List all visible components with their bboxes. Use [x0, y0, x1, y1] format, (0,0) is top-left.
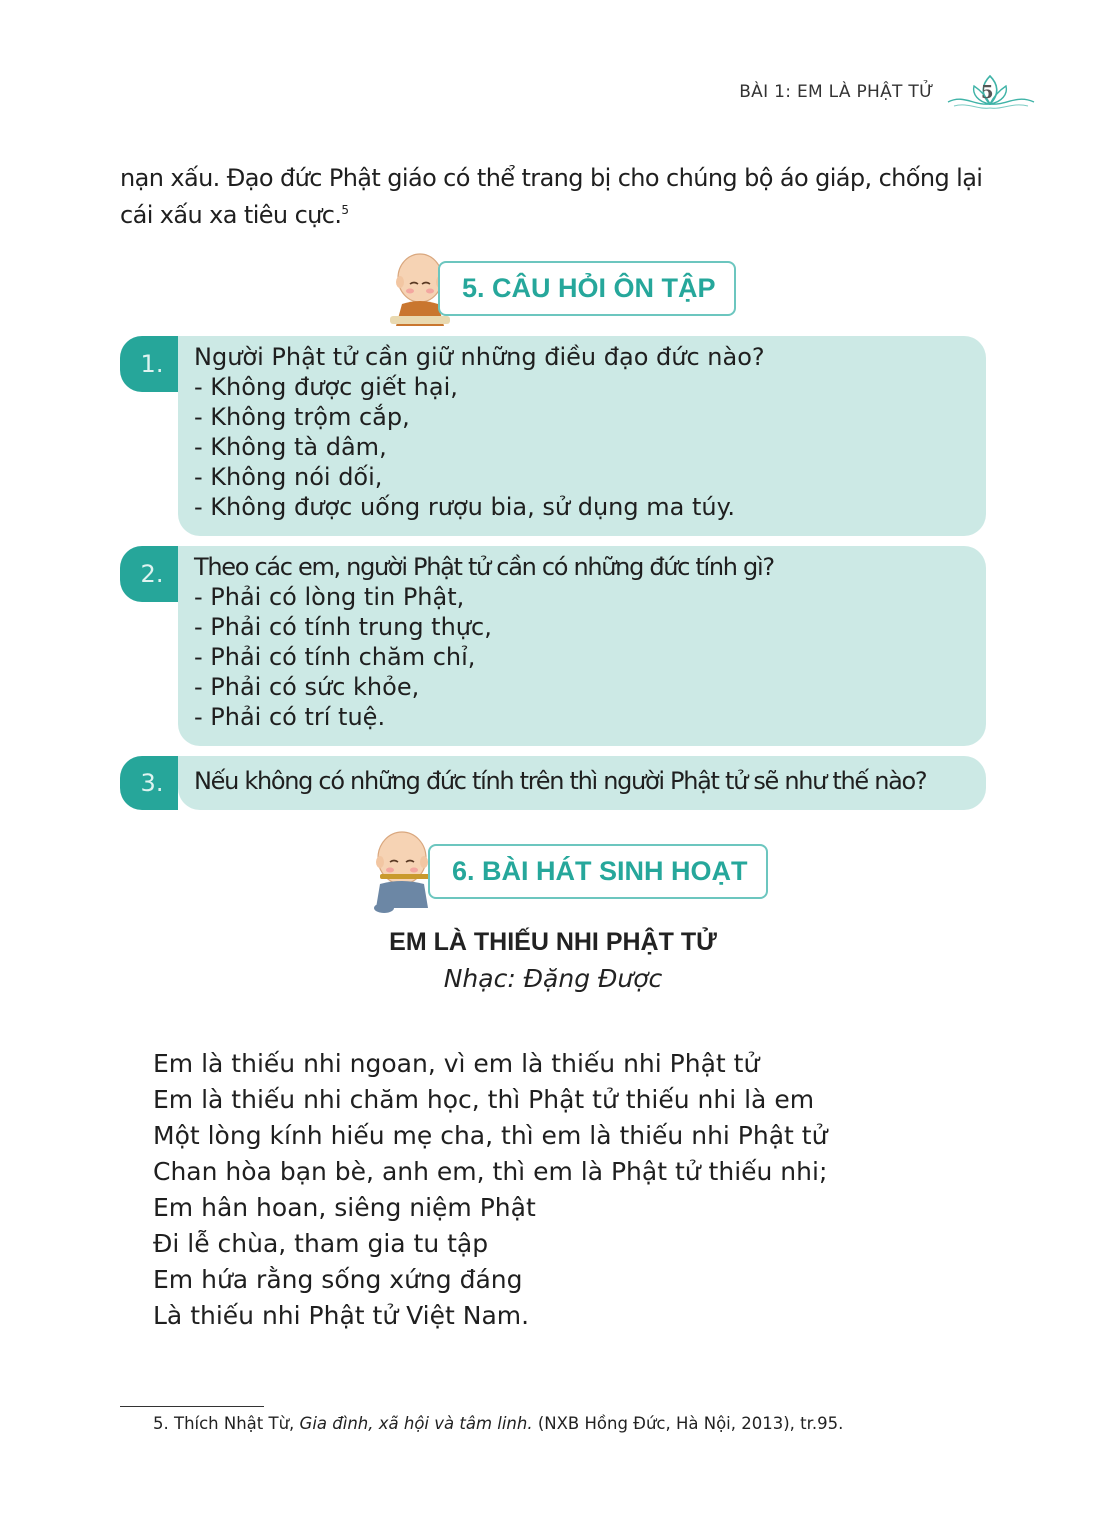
footnote-suffix: (NXB Hồng Đức, Hà Nội, 2013), tr.95.	[532, 1414, 844, 1433]
lyric-line-7: Em hứa rằng sống xứng đáng	[153, 1265, 523, 1294]
lyric-line-2: Em là thiếu nhi chăm học, thì Phật tử thiếu nhi là em	[153, 1085, 815, 1114]
question-1-number: 1.	[120, 336, 178, 392]
song-author: Nhạc: Đặng Được	[443, 964, 663, 993]
question-1-answer-1: - Không được giết hại,	[194, 373, 458, 401]
page-number: 5	[981, 82, 994, 103]
question-1-text: Người Phật tử cần giữ những điều đạo đức nào?	[194, 343, 765, 371]
page-header	[739, 72, 1036, 112]
question-3-card	[178, 756, 986, 810]
question-1-answer-3: - Không tà dâm,	[194, 433, 387, 461]
footnote-prefix: 5. Thích Nhật Từ,	[153, 1414, 300, 1433]
lyric-line-8: Là thiếu nhi Phật tử Việt Nam.	[153, 1301, 530, 1330]
question-2-answer-4: - Phải có sức khỏe,	[194, 673, 420, 701]
footnote-book-title: Gia đình, xã hội và tâm linh.	[299, 1414, 533, 1433]
question-2-answer-2: - Phải có tính trung thực,	[194, 613, 492, 641]
footnote-ref: 5	[341, 203, 349, 217]
song-lyrics	[153, 1046, 827, 1334]
question-2-answer-3: - Phải có tính chăm chỉ,	[194, 643, 476, 671]
lyric-line-3: Một lòng kính hiếu mẹ cha, thì em là thiếu nhi Phật tử	[153, 1121, 828, 1150]
question-2-number: 2.	[120, 546, 178, 602]
question-2-text: Theo các em, người Phật tử cần có những đức tính gì?	[194, 553, 774, 581]
intro-paragraph	[120, 162, 1000, 231]
song-title: EM LÀ THIẾU NHI PHẬT TỬ	[389, 928, 717, 956]
question-1-answer-4: - Không nói dối,	[194, 463, 383, 491]
question-3-text: Nếu không có những đức tính trên thì người Phật tử sẽ như thế nào?	[194, 767, 927, 795]
lyric-line-4: Chan hòa bạn bè, anh em, thì em là Phật tử thiếu nhi;	[153, 1157, 828, 1186]
lyric-line-5: Em hân hoan, siêng niệm Phật	[153, 1193, 536, 1222]
lyric-line-1: Em là thiếu nhi ngoan, vì em là thiếu nhi Phật tử	[153, 1049, 760, 1078]
footnote	[153, 1414, 843, 1433]
question-1-answer-5: - Không được uống rượu bia, sử dụng ma túy.	[194, 493, 735, 521]
song-section-title: 6. BÀI HÁT SINH HOẠT	[428, 844, 768, 899]
question-1-answer-2: - Không trộm cắp,	[194, 403, 410, 431]
question-2-answer-5: - Phải có trí tuệ.	[194, 703, 386, 731]
lyric-line-6: Đi lễ chùa, tham gia tu tập	[153, 1229, 489, 1258]
question-2-card	[178, 546, 986, 746]
review-section-title: 5. CÂU HỎI ÔN TẬP	[438, 261, 736, 316]
footnote-divider	[120, 1406, 264, 1407]
chapter-title: BÀI 1: EM LÀ PHẬT TỬ	[739, 82, 934, 102]
song-section-heading	[366, 828, 768, 914]
lotus-page-badge	[944, 72, 1036, 112]
question-2-answer-1: - Phải có lòng tin Phật,	[194, 583, 465, 611]
question-3-number: 3.	[120, 756, 178, 810]
intro-text: nạn xấu. Đạo đức Phật giáo có thể trang bị cho chúng bộ áo giáp, chống lại cái xấu xa tiêu cực.	[120, 164, 983, 229]
question-1-card	[178, 336, 986, 536]
review-section-heading	[388, 248, 736, 328]
